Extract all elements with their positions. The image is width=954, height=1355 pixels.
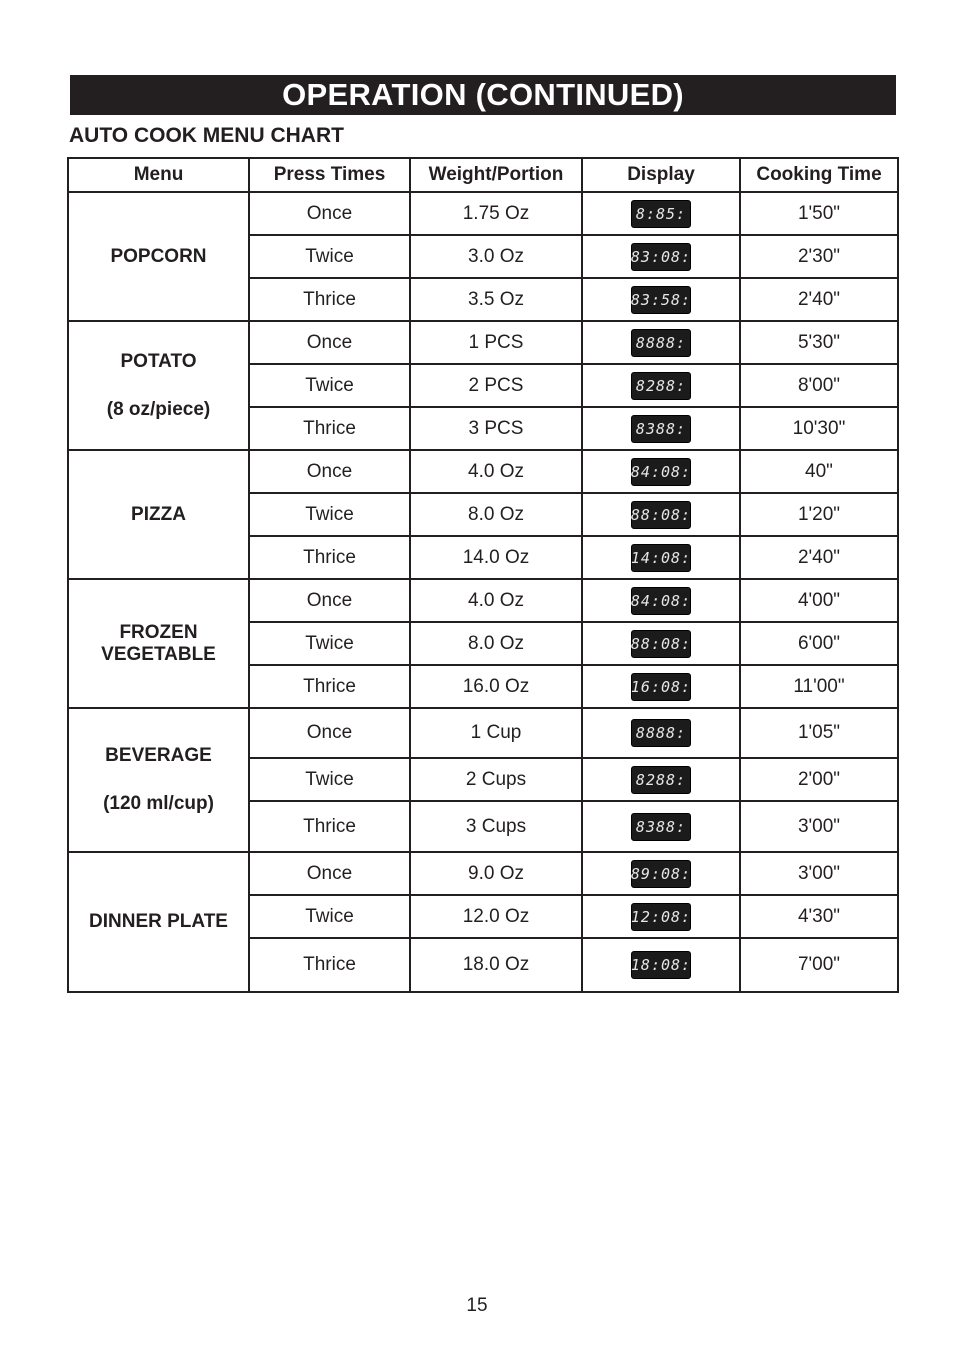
lcd-display-icon (631, 286, 691, 314)
lcd-readout: 88:08: (630, 505, 692, 524)
display-cell (582, 321, 740, 364)
lcd-readout: 12:08: (630, 907, 692, 926)
lcd-readout: 89:08: (630, 864, 692, 883)
table-row (68, 321, 898, 364)
cooking-time-cell: 1'50" (740, 192, 898, 235)
table-header-row (68, 158, 898, 192)
page-title: OPERATION (CONTINUED) (282, 77, 684, 112)
lcd-display-icon (631, 951, 691, 979)
lcd-readout: 84:08: (630, 462, 692, 481)
press-times-cell: Once (249, 321, 410, 364)
press-times-cell: Thrice (249, 278, 410, 321)
table-row (68, 852, 898, 895)
auto-cook-menu-table (67, 157, 899, 993)
lcd-readout: 16:08: (630, 677, 692, 696)
display-cell (582, 895, 740, 938)
menu-label: VEGETABLE (101, 643, 216, 665)
weight-cell: 1 Cup (410, 708, 582, 758)
cooking-time-cell: 3'00" (740, 852, 898, 895)
column-header-display: Display (582, 158, 740, 192)
press-times-cell: Once (249, 852, 410, 895)
press-times-cell: Twice (249, 895, 410, 938)
weight-cell: 4.0 Oz (410, 579, 582, 622)
display-cell (582, 622, 740, 665)
lcd-display-icon (631, 860, 691, 888)
lcd-display-icon (631, 458, 691, 486)
press-times-cell: Once (249, 450, 410, 493)
menu-cell (68, 708, 249, 852)
cooking-time-cell: 6'00" (740, 622, 898, 665)
display-cell (582, 852, 740, 895)
display-cell (582, 407, 740, 450)
lcd-display-icon (631, 766, 691, 794)
lcd-readout: 14:08: (630, 548, 692, 567)
weight-cell: 8.0 Oz (410, 493, 582, 536)
lcd-readout: 8888: (635, 333, 687, 352)
menu-cell (68, 450, 249, 579)
menu-label: POPCORN (110, 245, 207, 267)
lcd-readout: 8:85: (635, 204, 687, 223)
press-times-cell: Thrice (249, 938, 410, 992)
weight-cell: 8.0 Oz (410, 622, 582, 665)
weight-cell: 3 PCS (410, 407, 582, 450)
weight-cell: 4.0 Oz (410, 450, 582, 493)
display-cell (582, 708, 740, 758)
cooking-time-cell: 1'20" (740, 493, 898, 536)
weight-cell: 9.0 Oz (410, 852, 582, 895)
cooking-time-cell: 4'00" (740, 579, 898, 622)
menu-label: (8 oz/piece) (106, 398, 211, 420)
cooking-time-cell: 2'40" (740, 536, 898, 579)
lcd-display-icon (631, 329, 691, 357)
cooking-time-cell: 7'00" (740, 938, 898, 992)
column-header-press-times: Press Times (249, 158, 410, 192)
lcd-readout: 18:08: (630, 956, 692, 974)
lcd-readout: 8288: (635, 376, 687, 395)
menu-gap (69, 767, 248, 793)
press-times-cell: Thrice (249, 536, 410, 579)
display-cell (582, 278, 740, 321)
display-cell (582, 579, 740, 622)
weight-cell: 3 Cups (410, 801, 582, 852)
lcd-readout: 8288: (635, 770, 687, 789)
column-header-cooking-time: Cooking Time (740, 158, 898, 192)
display-cell (582, 235, 740, 278)
display-cell (582, 364, 740, 407)
display-cell (582, 493, 740, 536)
lcd-display-icon (631, 372, 691, 400)
lcd-readout: 84:08: (630, 591, 692, 610)
press-times-cell: Once (249, 192, 410, 235)
weight-cell: 1 PCS (410, 321, 582, 364)
weight-cell: 2 Cups (410, 758, 582, 801)
weight-cell: 14.0 Oz (410, 536, 582, 579)
lcd-display-icon (631, 673, 691, 701)
menu-cell (68, 192, 249, 321)
table-row (68, 192, 898, 235)
column-header-weight: Weight/Portion (410, 158, 582, 192)
menu-label: DINNER PLATE (89, 911, 228, 932)
table-row (68, 579, 898, 622)
column-header-menu: Menu (68, 158, 249, 192)
lcd-display-icon (631, 719, 691, 747)
press-times-cell: Twice (249, 622, 410, 665)
press-times-cell: Thrice (249, 801, 410, 852)
lcd-display-icon (631, 501, 691, 529)
lcd-display-icon (631, 903, 691, 931)
section-title: AUTO COOK MENU CHART (69, 124, 344, 147)
press-times-cell: Twice (249, 364, 410, 407)
cooking-time-cell: 2'40" (740, 278, 898, 321)
press-times-cell: Thrice (249, 407, 410, 450)
cooking-time-cell: 5'30" (740, 321, 898, 364)
lcd-display-icon (631, 415, 691, 443)
press-times-cell: Thrice (249, 665, 410, 708)
lcd-readout: 83:08: (630, 247, 692, 266)
weight-cell: 12.0 Oz (410, 895, 582, 938)
display-cell (582, 536, 740, 579)
display-cell (582, 801, 740, 852)
lcd-display-icon (631, 813, 691, 841)
lcd-display-icon (631, 630, 691, 658)
press-times-cell: Once (249, 579, 410, 622)
weight-cell: 16.0 Oz (410, 665, 582, 708)
lcd-readout: 88:08: (630, 634, 692, 653)
lcd-display-icon (631, 587, 691, 615)
press-times-cell: Twice (249, 235, 410, 278)
menu-cell (68, 321, 249, 450)
display-cell (582, 758, 740, 801)
menu-cell (68, 852, 249, 992)
lcd-readout: 83:58: (630, 290, 692, 309)
menu-gap (69, 373, 248, 399)
menu-cell (68, 579, 249, 708)
lcd-readout: 8388: (635, 817, 687, 836)
weight-cell: 18.0 Oz (410, 938, 582, 992)
cooking-time-cell: 2'00" (740, 758, 898, 801)
lcd-display-icon (631, 243, 691, 271)
menu-label: PIZZA (131, 503, 186, 525)
lcd-readout: 8388: (635, 419, 687, 438)
display-cell (582, 450, 740, 493)
display-cell (582, 938, 740, 992)
display-cell (582, 192, 740, 235)
cooking-time-cell: 8'00" (740, 364, 898, 407)
table-body (68, 192, 898, 992)
display-cell (582, 665, 740, 708)
table-row (68, 708, 898, 758)
table-row (68, 450, 898, 493)
cooking-time-cell: 1'05" (740, 708, 898, 758)
cooking-time-cell: 3'00" (740, 801, 898, 852)
lcd-display-icon (631, 544, 691, 572)
page-number: 15 (466, 1295, 488, 1316)
weight-cell: 3.0 Oz (410, 235, 582, 278)
lcd-readout: 8888: (635, 724, 687, 742)
menu-label: (120 ml/cup) (103, 793, 214, 814)
press-times-cell: Twice (249, 493, 410, 536)
page-header-banner (70, 75, 896, 115)
weight-cell: 3.5 Oz (410, 278, 582, 321)
lcd-display-icon (631, 200, 691, 228)
menu-label: FROZEN (119, 621, 198, 643)
menu-label: BEVERAGE (105, 745, 212, 766)
menu-label: POTATO (120, 350, 197, 372)
cooking-time-cell: 40" (740, 450, 898, 493)
cooking-time-cell: 4'30" (740, 895, 898, 938)
cooking-time-cell: 2'30" (740, 235, 898, 278)
press-times-cell: Once (249, 708, 410, 758)
cooking-time-cell: 10'30" (740, 407, 898, 450)
weight-cell: 2 PCS (410, 364, 582, 407)
weight-cell: 1.75 Oz (410, 192, 582, 235)
press-times-cell: Twice (249, 758, 410, 801)
cooking-time-cell: 11'00" (740, 665, 898, 708)
